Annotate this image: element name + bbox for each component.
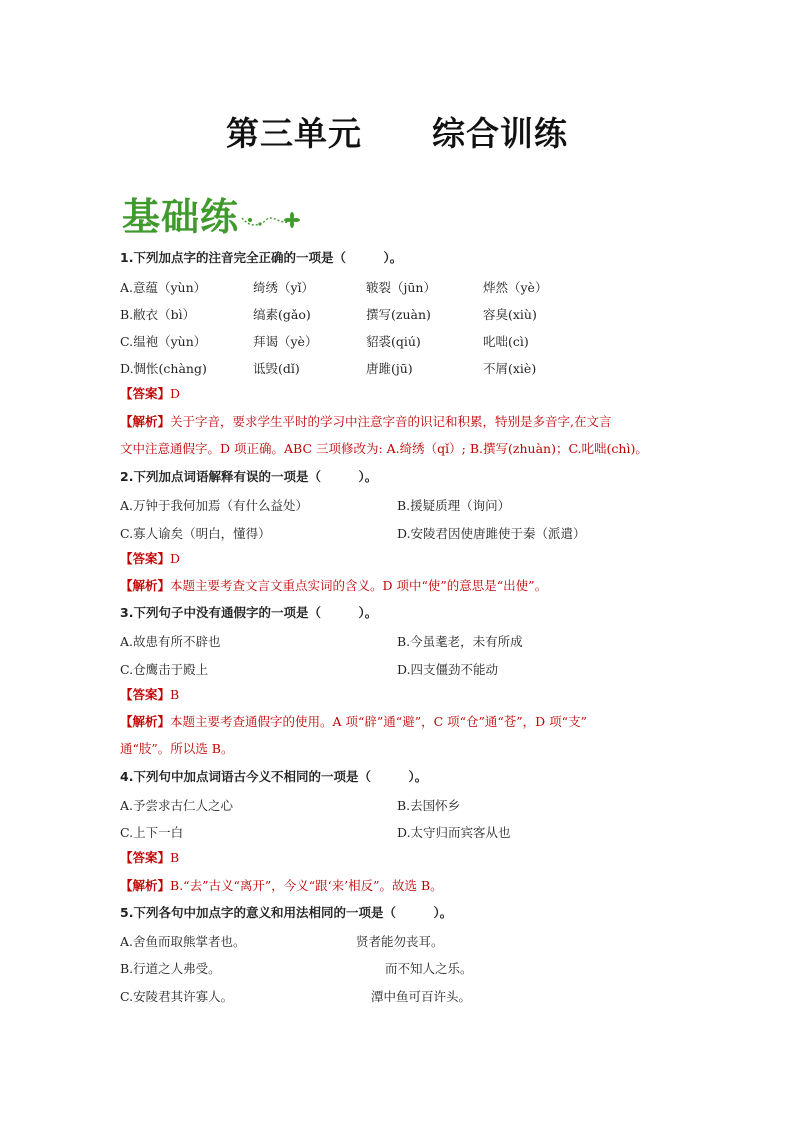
q1-analysis bbox=[120, 414, 612, 430]
q2-stem: 2.下列加点词语解释有误的一项是（ ）。 bbox=[120, 469, 378, 484]
q2-option-c: C.寡人谕矣（明白，懂得） bbox=[120, 526, 271, 541]
q4-option-b: B.去国怀乡 bbox=[397, 798, 461, 813]
q1-option-a3: 皲裂（jūn） bbox=[366, 280, 436, 295]
vine-decoration-icon bbox=[240, 206, 300, 232]
title-topic: 综合训练 bbox=[432, 114, 568, 153]
q1-option-c2: 拜谒（yè） bbox=[253, 334, 318, 349]
analysis-label: 【解析】 bbox=[120, 578, 171, 593]
q2-analysis bbox=[120, 578, 547, 594]
q5-option-a1: A.舍鱼而取熊掌者也。 bbox=[120, 934, 246, 949]
q1-answer bbox=[120, 386, 180, 402]
answer-label: 【答案】 bbox=[120, 386, 171, 401]
q2-option-d: D.安陵君因使唐雎使于秦（派遣） bbox=[397, 526, 586, 541]
q1-stem: 1.下列加点字的注音完全正确的一项是（ ）。 bbox=[120, 250, 403, 265]
q5-option-c2: 潭中鱼可百许头。 bbox=[371, 989, 472, 1004]
q4-answer bbox=[120, 850, 179, 866]
analysis-label: 【解析】 bbox=[120, 878, 171, 893]
q4-option-a: A.予尝求古仁人之心 bbox=[120, 798, 234, 813]
q1-option-b1: B.敝衣（bì） bbox=[120, 307, 196, 322]
q2-answer-value: D bbox=[170, 551, 181, 566]
q3-analysis-line2: 通“肢”。所以选 B。 bbox=[120, 741, 234, 756]
answer-label: 【答案】 bbox=[120, 850, 171, 865]
q1-option-d4: 不屑(xiè) bbox=[483, 361, 537, 376]
title-unit: 第三单元 bbox=[226, 114, 362, 153]
q1-analysis-line1: 关于字音，要求学生平时的学习中注意字音的识记和积累，特别是多音字,在文言 bbox=[170, 414, 612, 429]
q5-option-b1: B.行道之人弗受。 bbox=[120, 961, 221, 976]
q3-analysis bbox=[120, 714, 587, 730]
q4-option-d: D.太守归而宾客从也 bbox=[397, 825, 511, 840]
q3-option-c: C.仓鹰击于殿上 bbox=[120, 662, 209, 677]
q1-analysis-line2: 文中注意通假字。D 项正确。ABC 三项修改为: A.绮绣（qǐ）; B.撰写(zhuàn)；C.叱咄(chì)。 bbox=[120, 441, 648, 456]
q5-option-c1: C.安陵君其许寡人。 bbox=[120, 989, 234, 1004]
q1-option-d3: 唐雎(jū) bbox=[366, 361, 413, 376]
q4-answer-value: B bbox=[170, 850, 180, 865]
q4-analysis bbox=[120, 878, 443, 894]
q1-option-a2: 绮绣（yǐ） bbox=[253, 280, 315, 295]
q5-option-a2: 贤者能勿丧耳。 bbox=[356, 934, 444, 949]
q2-answer bbox=[120, 551, 180, 567]
q3-stem: 3.下列句子中没有通假字的一项是（ ）。 bbox=[120, 605, 378, 620]
analysis-label: 【解析】 bbox=[120, 414, 171, 429]
q3-analysis-line1: 本题主要考查通假字的使用。A 项“辟”通“避”，C 项“仓”通“苍”，D 项“支” bbox=[170, 714, 587, 729]
q3-answer bbox=[120, 687, 179, 703]
q5-stem: 5.下列各句中加点字的意义和用法相同的一项是（ ）。 bbox=[120, 905, 453, 920]
section-label: 基础练 bbox=[122, 195, 240, 239]
q1-option-d1: D.惆怅(chàng) bbox=[120, 361, 207, 376]
q1-option-d2: 诋毁(dǐ) bbox=[253, 361, 300, 376]
q2-option-b: B.援疑质理（询问） bbox=[397, 498, 511, 513]
analysis-label: 【解析】 bbox=[120, 714, 171, 729]
q1-option-a1: A.意蕴（yùn） bbox=[120, 280, 207, 295]
q4-stem: 4.下列句中加点词语古今义不相同的一项是（ ）。 bbox=[120, 769, 428, 784]
q1-option-a4: 烨然（yè） bbox=[483, 280, 548, 295]
page-title bbox=[0, 108, 794, 155]
q2-analysis-text: 本题主要考查文言文重点实词的含义。D 项中“使”的意思是“出使”。 bbox=[170, 578, 548, 593]
q1-option-c1: C.缊袍（yùn） bbox=[120, 334, 207, 349]
answer-label: 【答案】 bbox=[120, 687, 171, 702]
q4-option-c: C.上下一白 bbox=[120, 825, 184, 840]
q4-analysis-text: B.“去”古义“离开”，今义“跟‘来’相反”。故选 B。 bbox=[170, 878, 443, 893]
q5-option-b2: 而不知人之乐。 bbox=[385, 961, 473, 976]
answer-label: 【答案】 bbox=[120, 551, 171, 566]
q1-option-c3: 貂裘(qiú) bbox=[366, 334, 421, 349]
q3-option-b: B.今虽耄老，未有所成 bbox=[397, 634, 523, 649]
q1-option-b3: 撰写(zuàn) bbox=[366, 307, 431, 322]
q1-answer-value: D bbox=[170, 386, 181, 401]
q1-option-b4: 容臭(xiù) bbox=[483, 307, 537, 322]
q1-option-b2: 缟素(gǎo) bbox=[253, 307, 311, 322]
q3-answer-value: B bbox=[170, 687, 180, 702]
q1-option-c4: 叱咄(cì) bbox=[483, 334, 529, 349]
q2-option-a: A.万钟于我何加焉（有什么益处） bbox=[120, 498, 309, 513]
q3-option-a: A.故患有所不辟也 bbox=[120, 634, 221, 649]
q3-option-d: D.四支僵劲不能动 bbox=[397, 662, 499, 677]
